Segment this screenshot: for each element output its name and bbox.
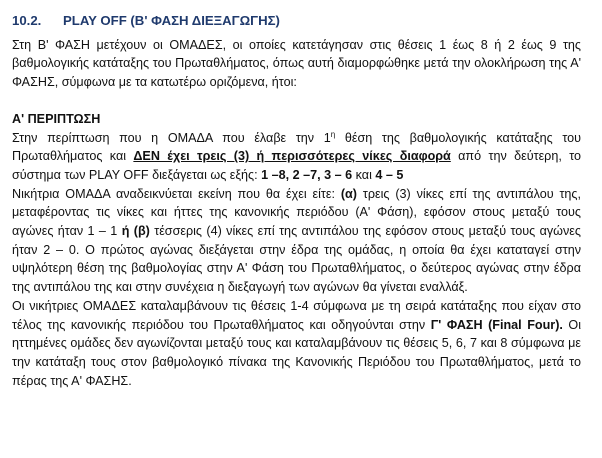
case-a-paragraph-2 [12, 185, 581, 297]
p3-text-1: Οι νικήτριες ΟΜΑΔΕΣ καταλαμβάνουν τις θέσεις 1-4 σύμφωνα με τη σειρά κατάταξης που είχαν στο τέλος της κανονικής περιόδου του Πρωταθλήματος και οδηγούνται στην [12, 298, 581, 332]
p2-text-1: Νικήτρια ΟΜΑΔΑ αναδεικνύεται εκείνη που θα έχει είτε: [12, 186, 341, 201]
section-title: PLAY OFF (Β' ΦΑΣΗ ΔΙΕΞΑΓΩΓΗΣ) [63, 13, 280, 28]
p2-option-a: (α) [340, 186, 357, 201]
p1-and: και [352, 167, 376, 182]
p1-text-2: θέση της βαθμολογικής κατάταξης του Πρωταθλήματος και [12, 130, 582, 164]
p2-text-2: τρεις (3) νίκες επί της αντιπάλου της, μεταφέροντας τις νίκες και ήττες της κανονικής περιόδου (Α' Φάση), εφόσον στους μεταξύ τους αγώνες ήταν 1 – 1 [12, 186, 581, 239]
p3-text-2: Οι ηττημένες ομάδες δεν αγωνίζονται μεταξύ τους και καταλαμβάνουν τις θέσεις 5, 6, 7 και 8 σύμφωνα με την κατάταξη τους στον βαθμολογικό πίνακα της Κανονικής Περιόδου του Πρωταθλήματος, μετά το πέρας της Α' ΦΑΣΗΣ. [12, 317, 582, 388]
p1-text-3: από την δεύτερη, το σύστημα των PLAY OFF διεξάγεται ως εξής: [12, 149, 581, 182]
p3-final-four: Γ' ΦΑΣΗ (Final Four). [430, 317, 563, 332]
case-a-paragraph-3 [12, 297, 581, 391]
case-a-title: Α' ΠΕΡΙΠΤΩΣΗ [12, 111, 101, 126]
p1-superscript: η [330, 129, 336, 139]
p1-underlined-condition: ΔΕΝ έχει τρεις (3) ή περισσότερες νίκες διαφορά [133, 149, 451, 164]
p2-option-b: ή (β) [121, 224, 150, 239]
section-heading [12, 12, 581, 31]
p1-text-1: Στην περίπτωση που η ΟΜΑΔΑ που έλαβε την 1 [12, 130, 331, 145]
p2-text-3: τέσσερις (4) νίκες επί της αντιπάλου της εφόσον στους μεταξύ τους αγώνες ήταν 2 – 0. Ο πρώτος αγώνας διεξάγεται στην έδρα της ομάδας, η οποία θα έχει καταταγεί στην υψηλότερη θέση της βαθμολογίας στην Α' Φάση του Πρωταθλήματος, ο δεύτερος αγώνας στην έδρα της αντιπάλου της και στην συνέχεια η διεξαγωγή των αγώνων θα γίνεται εναλλάξ. [12, 224, 581, 295]
p1-last-pair: 4 – 5 [375, 167, 404, 182]
section-number: 10.2. [12, 13, 42, 28]
intro-paragraph: Στη Β' ΦΑΣΗ μετέχουν οι ΟΜΑΔΕΣ, οι οποίες κατετάγησαν στις θέσεις 1 έως 8 ή 2 έως 9 της βαθμολογικής κατάταξης του Πρωταθλήματος, όπως αυτή διαμορφώθηκε μετά την ολοκλήρωση της Α' ΦΑΣΗΣ, σύμφωνα με τα κατωτέρω οριζόμενα, ήτοι: [12, 37, 581, 90]
case-a-paragraph-1 [12, 129, 581, 185]
p1-pairings: 1 –8, 2 –7, 3 – 6 [261, 167, 353, 182]
document-page [12, 12, 581, 390]
